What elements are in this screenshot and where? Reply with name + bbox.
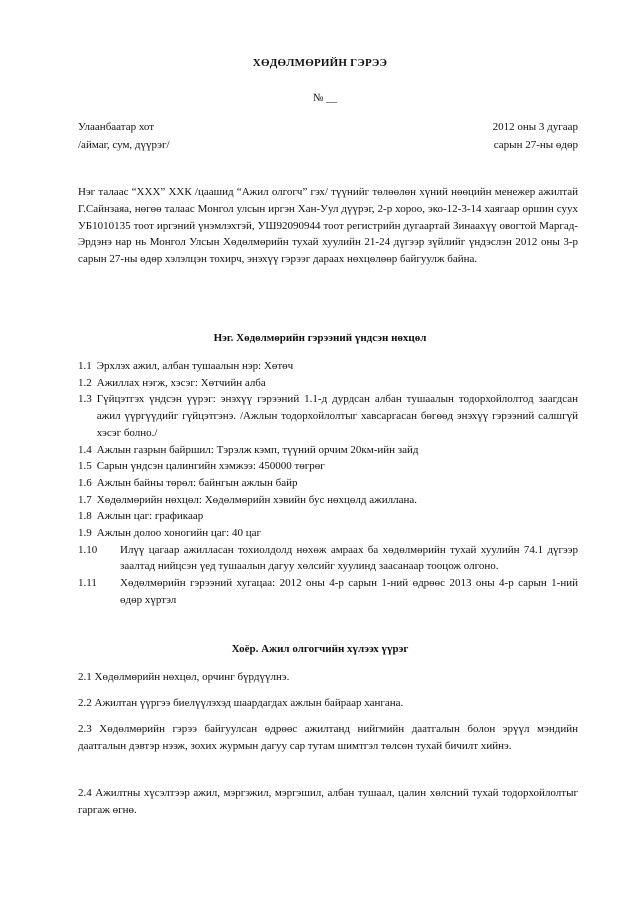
section2-paragraph: 2.4 Ажилтны хүсэлтээр ажил, мэргэжил, мэргэшил, албан тушаал, цалин хөлсний тухай тодорхойлолтыг гаргаж өгнө. <box>78 787 578 816</box>
item-text: Ажиллах нэгж, хэсэг: Хөтчийн алба <box>96 376 266 389</box>
list-item <box>78 492 578 509</box>
date-block <box>493 118 578 154</box>
item-number: 1.11 <box>78 577 97 590</box>
location-city: Улаанбаатар хот <box>78 121 155 133</box>
item-number: 1.2 <box>78 376 92 389</box>
section2-paragraph: 2.1 Хөдөлмөрийн нөхцөл, орчинг бүрдүүлнэ. <box>78 671 290 683</box>
item-text: Ажлын газрын байршил: Тэрэлж кэмп, түүний орчим 20км-ийн зайд <box>96 443 419 456</box>
list-item <box>78 391 578 441</box>
section1-heading: Нэг. Хөдөлмөрийн гэрээний үндсэн нөхцөл <box>213 332 427 344</box>
item-text: Хөдөлмөрийн гэрээний хугацаа: 2012 оны 4-р сарын 1-ний өдрөөс 2013 оны 4-р сарын 1-ний өдөр хүртэл <box>120 577 578 606</box>
item-number: 1.4 <box>78 443 92 456</box>
contract-number: № __ <box>312 92 338 104</box>
list-item <box>78 358 578 375</box>
section2-heading: Хоёр. Ажил олгогчийн хүлээх үүрэг <box>231 643 409 655</box>
item-text: Гүйцэтгэх үндсэн үүрэг: энэхүү гэрээний 1.1-д дурдсан албан тушаалын тодорхойлолтод заагдсан ажил үүргүүдийг гүйцэтгэнэ. /Ажлын тодорхойлолтыг хавсаргасан бөгөөд энэхүү гэрээний салшгүй хэсэг болно./ <box>96 393 578 439</box>
section1-list <box>78 358 578 609</box>
list-item <box>78 475 578 492</box>
location-block <box>78 118 170 154</box>
item-text: Хөдөлмөрийн нөхцөл: Хөдөлмөрийн хэвийн бус нөхцөлд ажиллана. <box>96 493 417 506</box>
item-text: Ажлын байны төрөл: байнгын ажлын байр <box>96 476 298 489</box>
item-text: Сарын үндсэн цалингийн хэмжээ: 450000 төгрөг <box>96 460 325 473</box>
intro-paragraph: Нэг талаас “ХХХ” ХХК /цаашид “Ажил олгогч” гэх/ түүнийг төлөөлөн хүний нөөцийн менежер ажилтай Г.Сайнзаяа, нөгөө талаас Монгол улсын иргэн Хан-Уул дүүрэг, 2-р хороо, эко-12-3-14 хаягаар оршин суух УБ1010135 тоот иргэний үнэмлэхтэй, УШ92090944 тоот регистрийн дугаартай Зинаахүү овогтой Маргад-Эрдэнэ нар нь Монгол Улсын Хөдөлмөрийн тухай хуулийн 21-24 дүгээр зүйлийг үндэслэн 2012 оны 3-р сарын 27-ны өдөр хэлэлцэн тохирч, энэхүү гэрээг дараах нөхцөлөөр байгуулж байна. <box>78 186 578 266</box>
section2-paragraph: 2.2 Ажилтан үүргээ биелүүлэхэд шаардагдах ажлын байраар хангана. <box>78 697 404 709</box>
document-title: ХӨДӨЛМӨРИЙН ГЭРЭЭ <box>252 57 388 69</box>
item-text: Ажлын цаг: графикаар <box>96 510 204 523</box>
list-item <box>78 375 578 392</box>
item-text: Ажлын долоо хоногийн цаг: 40 цаг <box>96 527 262 540</box>
list-item <box>78 508 578 525</box>
date-year-month: 2012 оны 3 дугаар <box>492 121 578 133</box>
item-number: 1.8 <box>78 510 92 523</box>
item-number: 1.5 <box>78 460 92 473</box>
item-number: 1.1 <box>78 360 92 372</box>
list-item <box>78 525 578 542</box>
section2-paragraph: 2.3 Хөдөлмөрийн гэрээ байгуулсан өдрөөс ажилтанд нийгмийн даатгалын болон эрүүл мэндийн даатгалын дэвтэр нээж, зохих журмын дагуу сар тутам шимтгэл төлсөн тухай бичилт хийнэ. <box>78 723 578 752</box>
list-item <box>78 542 578 575</box>
list-item <box>78 458 578 475</box>
item-text: Эрхлэх ажил, албан тушаалын нэр: Хөтөч <box>96 360 294 372</box>
item-number: 1.7 <box>78 493 92 506</box>
list-item <box>78 442 578 459</box>
item-number: 1.10 <box>78 543 98 556</box>
item-number: 1.3 <box>78 393 92 406</box>
location-note: /аймаг, сум, дүүрэг/ <box>78 139 170 151</box>
list-item <box>78 575 578 608</box>
item-number: 1.6 <box>78 476 92 489</box>
item-text: Илүү цагаар ажилласан тохиолдолд нөхөж амраах ба хөдөлмөрийн тухай хуулийн 74.1 дүгээр заалтад нийцсэн үед тушаалын дагуу хөлсийг хуулинд заасанаар тооцож олгоно. <box>120 543 578 573</box>
date-day: сарын 27-ны өдөр <box>493 139 578 151</box>
item-number: 1.9 <box>78 527 92 540</box>
